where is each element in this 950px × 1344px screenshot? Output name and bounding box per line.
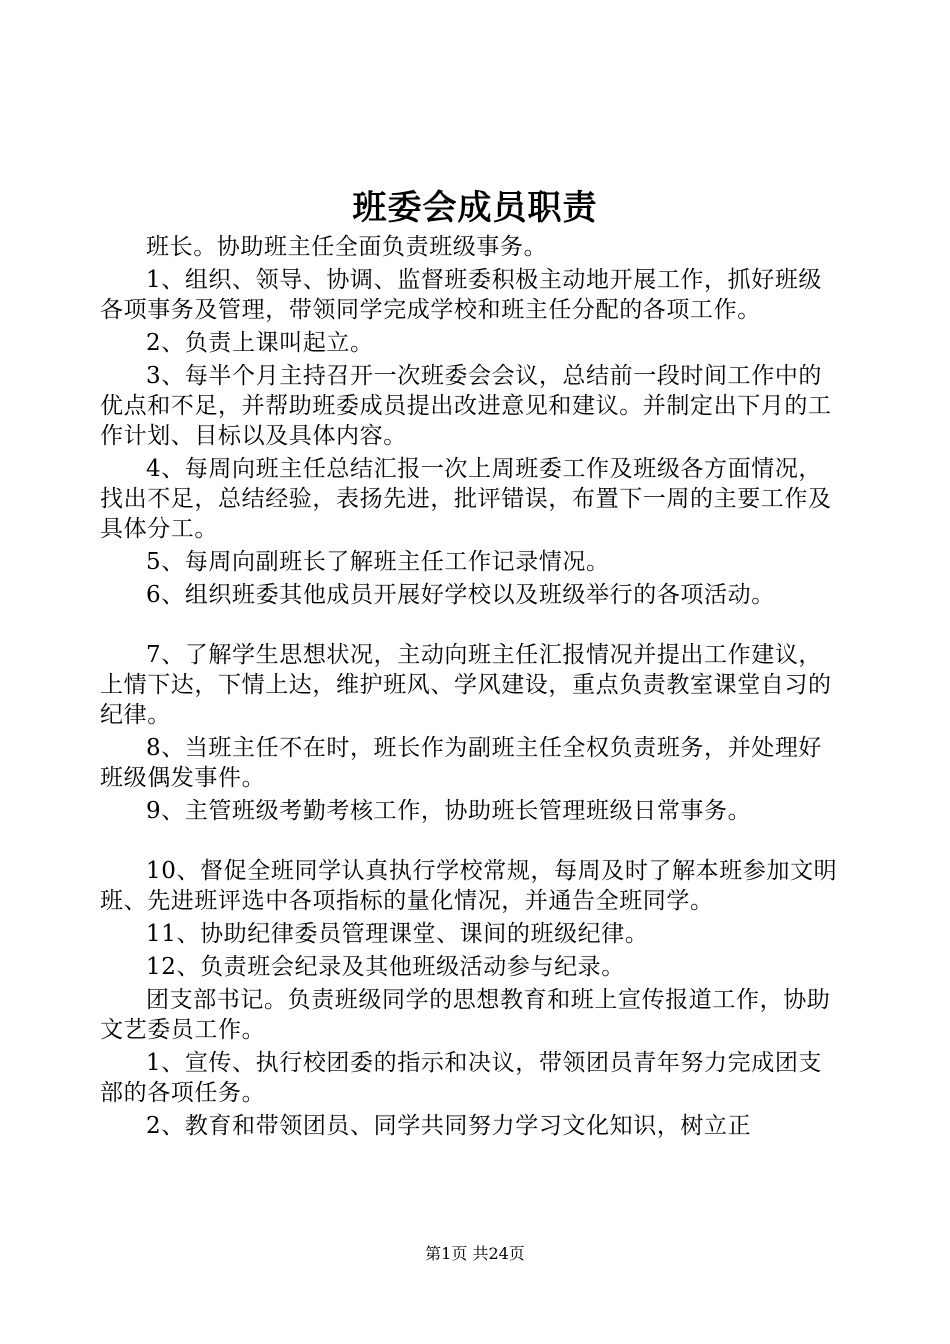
document-body <box>100 232 842 1144</box>
paragraph: 班长。协助班主任全面负责班级事务。 <box>146 234 548 260</box>
paragraph: 9、主管班级考勤考核工作，协助班长管理班级日常事务。 <box>146 798 752 824</box>
paragraph: 1、组织、领导、协调、监督班委积极主动地开展工作，抓好班级各项事务及管理，带领同学完成学校和班主任分配的各项工作。 <box>100 267 823 323</box>
page-footer: 第1页 共24页 <box>425 1244 525 1263</box>
paragraph: 1、宣传、执行校团委的指示和决议，带领团员青年努力完成团支部的各项任务。 <box>100 1050 823 1106</box>
paragraph: 8、当班主任不在时，班长作为副班主任全权负责班务，并处理好班级偶发事件。 <box>100 735 823 791</box>
paragraph: 10、督促全班同学认真执行学校常规，每周及时了解本班参加文明班、先进班评选中各项指标的量化情况，并通告全班同学。 <box>100 858 838 914</box>
paragraph: 4、每周向班主任总结汇报一次上周班委工作及班级各方面情况，找出不足，总结经验，表扬先进，批评错误，布置下一周的主要工作及具体分工。 <box>100 456 832 542</box>
paragraph: 11、协助纪律委员管理课堂、课间的班级纪律。 <box>146 921 649 947</box>
paragraph: 团支部书记。负责班级同学的思想教育和班上宣传报道工作，协助文艺委员工作。 <box>100 987 831 1043</box>
paragraph: 2、教育和带领团员、同学共同努力学习文化知识，树立正 <box>146 1113 752 1139</box>
paragraph: 12、负责班会纪录及其他班级活动参与纪录。 <box>146 954 625 980</box>
paragraph: 2、负责上课叫起立。 <box>146 330 374 356</box>
paragraph: 3、每半个月主持召开一次班委会会议，总结前一段时间工作中的优点和不足，并帮助班委成员提出改进意见和建议。并制定出下月的工作计划、目标以及具体内容。 <box>100 363 832 449</box>
paragraph: 6、组织班委其他成员开展好学校以及班级举行的各项活动。 <box>146 582 775 608</box>
paragraph: 7、了解学生思想状况，主动向班主任汇报情况并提出工作建议，上情下达，下情上达，维护班风、学风建设，重点负责教室课堂自习的纪律。 <box>100 642 832 728</box>
paragraph: 5、每周向副班长了解班主任工作记录情况。 <box>146 549 610 575</box>
document-title: 班委会成员职责 <box>352 188 598 228</box>
